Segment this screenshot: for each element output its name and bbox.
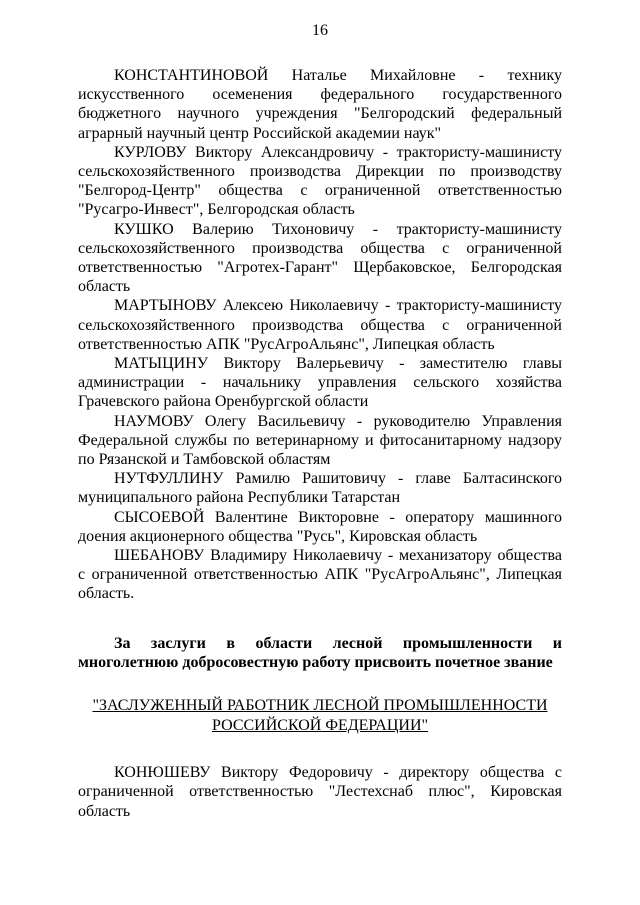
list-item: КОНЮШЕВУ Виктору Федоровичу - директору общества с ограниченной ответственностью "Лестехснаб плюс", Кировская область	[78, 764, 562, 820]
list-item: ШЕБАНОВУ Владимиру Николаевичу - механизатору общества с ограниченной ответственностью АПК "РусАгроАльянс", Липецкая область.	[78, 547, 562, 603]
list-item: МАРТЫНОВУ Алексею Николаевичу - трактористу-машинисту сельскохозяйственного производства общества с ограниченной ответственностью АПК "РусАгроАльянс", Липецкая область	[78, 297, 562, 353]
award-list	[78, 763, 562, 821]
title-line: "ЗАСЛУЖЕННЫЙ РАБОТНИК ЛЕСНОЙ ПРОМЫШЛЕННОСТИ	[92, 697, 548, 715]
list-item: НАУМОВУ Олегу Васильевичу - руководителю Управления Федеральной службы по ветеринарному и фитосанитарному надзору по Рязанской и Тамбовской областям	[78, 412, 562, 469]
list-item: КУШКО Валерию Тихоновичу - трактористу-машинисту сельскохозяйственного производства общества с ограниченной ответственностью "Агротех-Гарант" Щербаковское, Белгородская область	[78, 220, 562, 296]
decree-paragraph: За заслуги в области лесной промышленности и многолетнюю добросовестную работу присвоить почетное звание	[78, 634, 562, 671]
honorary-title	[78, 696, 562, 735]
award-list	[78, 66, 562, 604]
title-line: РОССИЙСКОЙ ФЕДЕРАЦИИ"	[211, 716, 429, 734]
list-item: СЫСОЕВОЙ Валентине Викторовне - оператору машинного доения акционерного общества "Русь", Кировская область	[78, 508, 562, 545]
page-number: 16	[312, 22, 328, 39]
list-item: КОНСТАНТИНОВОЙ Наталье Михайловне - технику искусственного осеменения федерального государственного бюджетного научного учреждения "Белгородский федеральный аграрный научный центр Российской академии наук"	[78, 67, 562, 142]
list-item: НУТФУЛЛИНУ Рамилю Рашитовичу - главе Балтасинского муниципального района Республики Татарстан	[78, 470, 562, 507]
list-item: КУРЛОВУ Виктору Александровичу - трактористу-машинисту сельскохозяйственного производства Дирекции по производству "Белгород-Центр" общества с ограниченной ответственностью "Русагро-Инвест", Белгородская область	[78, 143, 562, 219]
document-body	[78, 66, 562, 821]
list-item: МАТЫЦИНУ Виктору Валерьевичу - заместителю главы администрации - начальнику управления сельского хозяйства Грачевского района Оренбургской области	[78, 355, 562, 411]
